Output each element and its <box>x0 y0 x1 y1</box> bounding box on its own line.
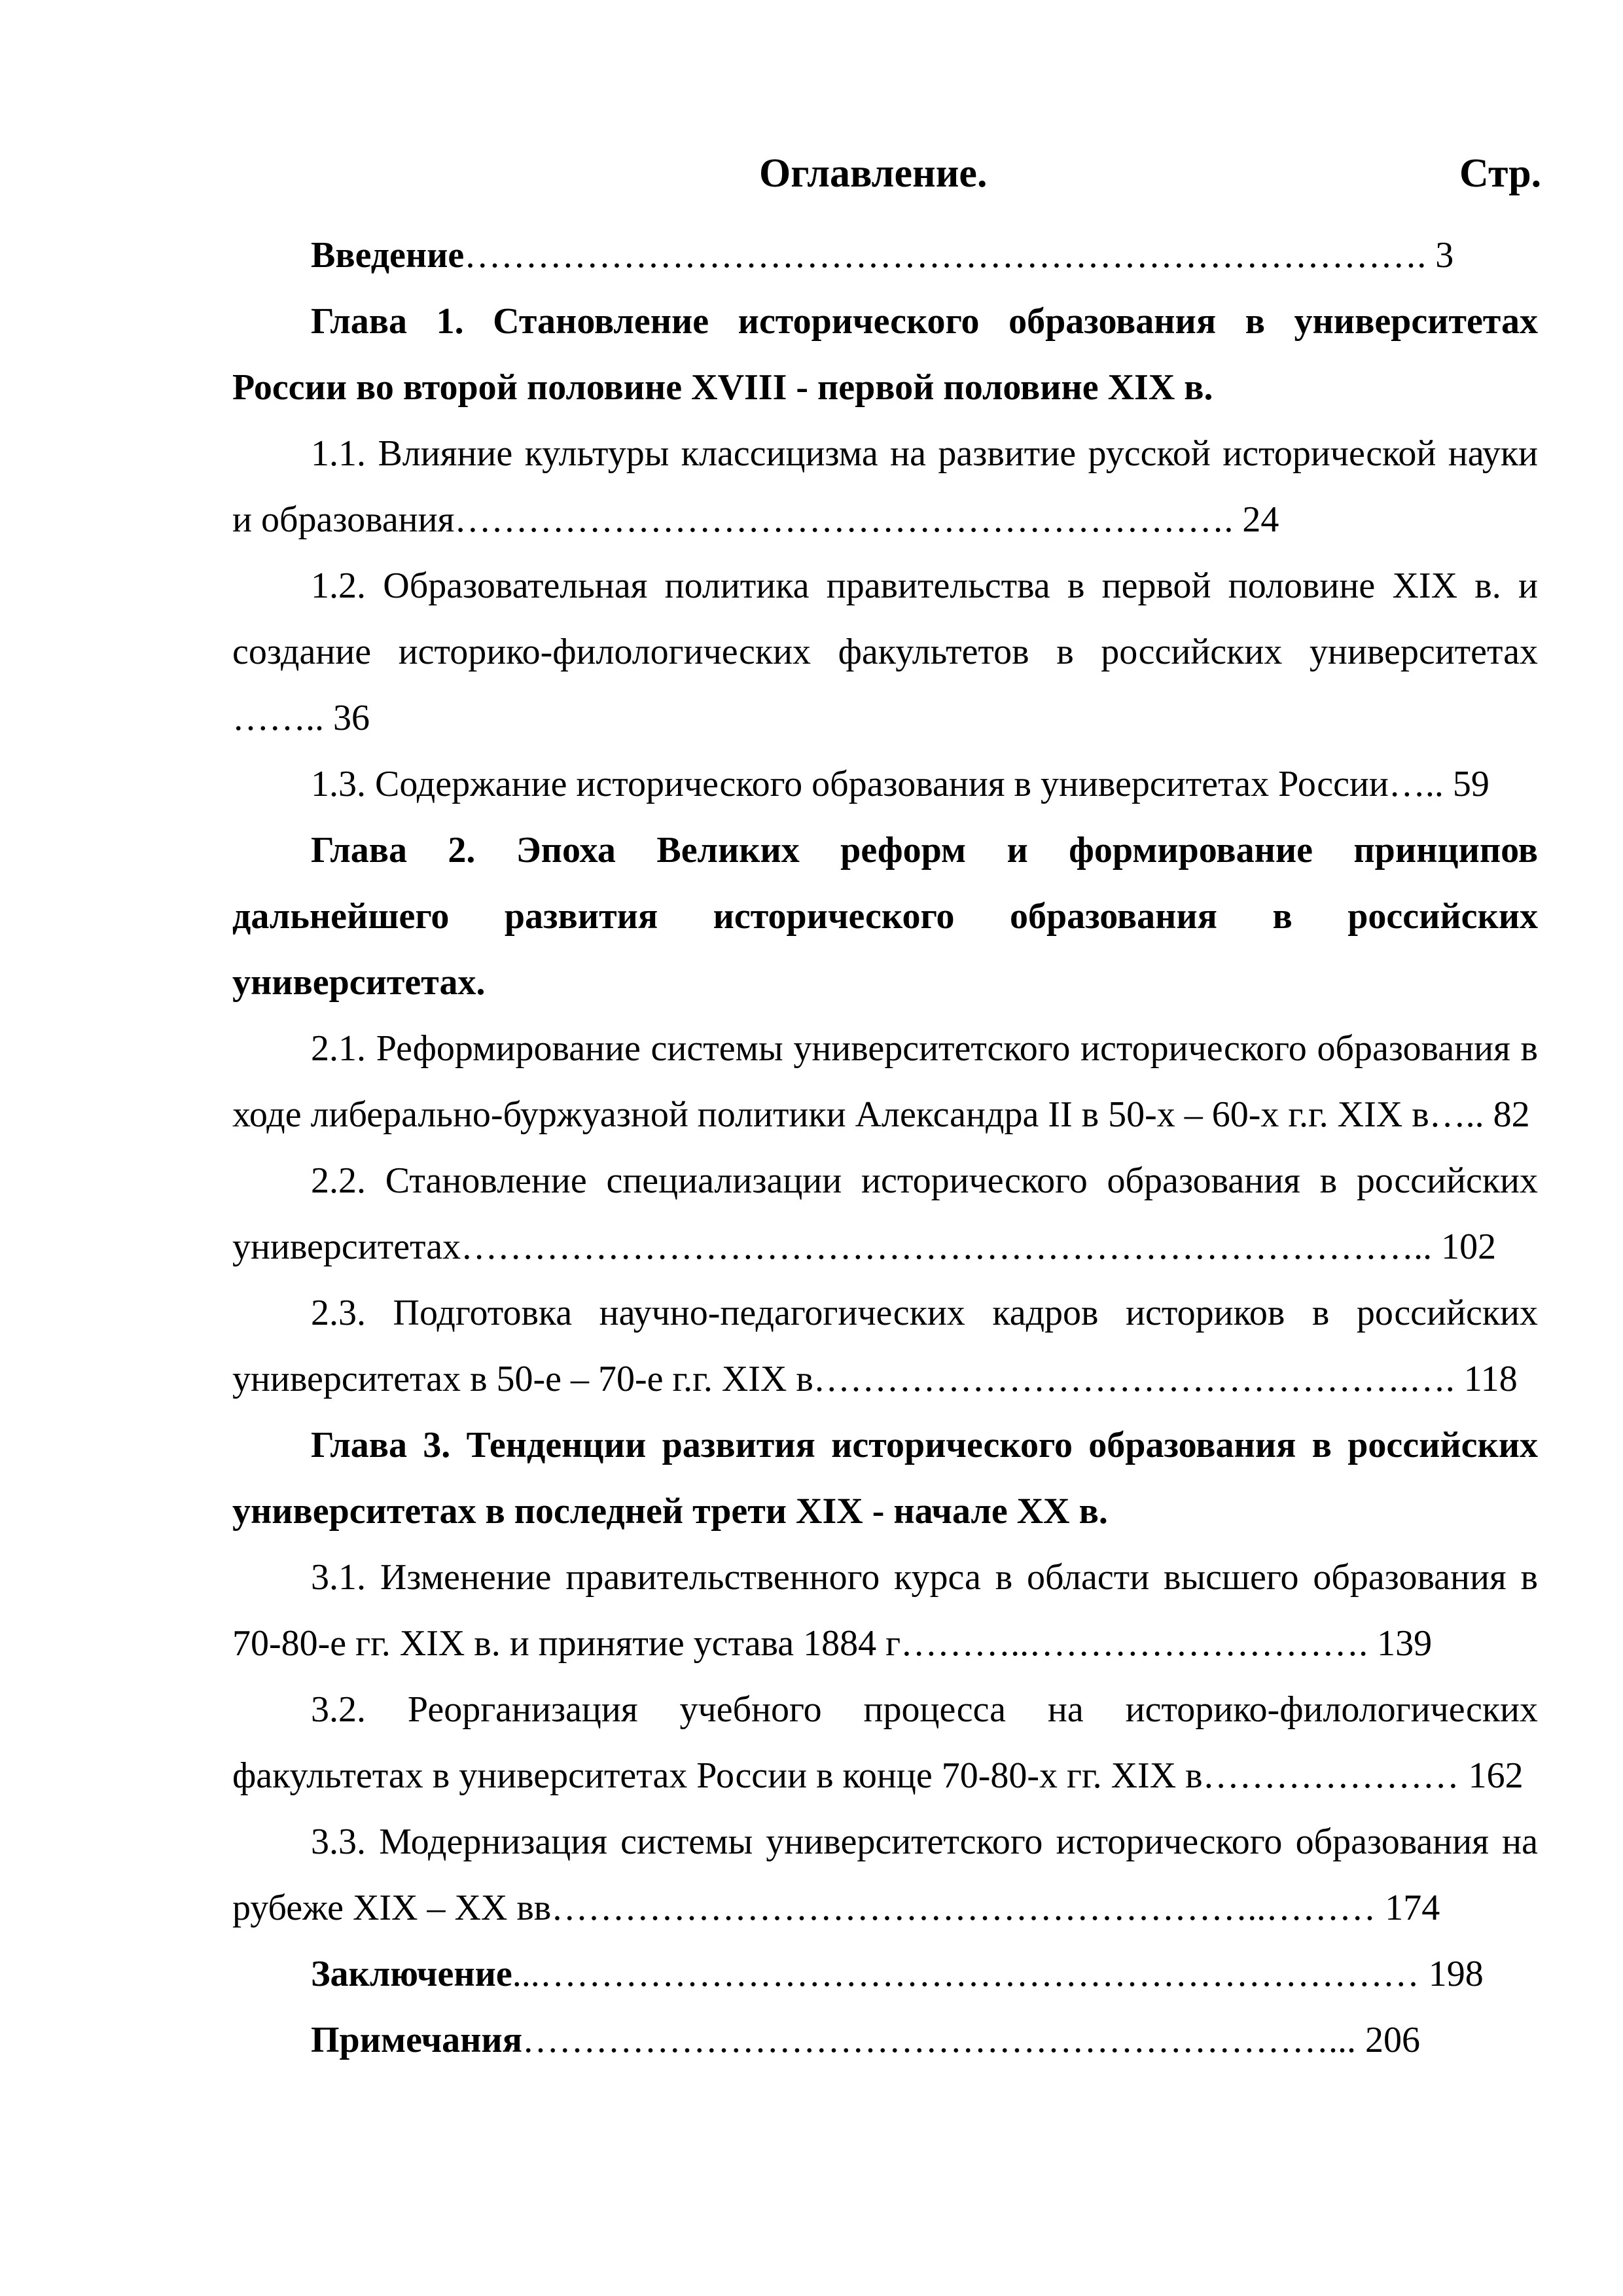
toc-leader-dots: …….. <box>232 698 324 738</box>
page-title: Оглавление. <box>759 151 988 196</box>
toc-page-number: 162 <box>1468 1755 1524 1796</box>
toc-entry-label: Заключение <box>311 1954 512 1994</box>
toc-page-number: 3 <box>1435 235 1454 276</box>
toc-section-2-1[interactable] <box>232 1016 1538 1148</box>
toc-chapter-3[interactable] <box>232 1412 1538 1545</box>
toc-leader-dots: ….. <box>1429 1094 1484 1135</box>
toc-leader-dots: ……………………………………………………………………. <box>464 235 1427 276</box>
toc-page-number: 139 <box>1377 1623 1433 1664</box>
toc-entry-notes[interactable] <box>232 2007 1538 2073</box>
toc-page-number: 102 <box>1441 1227 1497 1267</box>
toc-chapter-title: Глава 2. Эпоха Великих реформ и формирование принципов дальнейшего развития исторического образования в российских университетах. <box>232 830 1538 1003</box>
toc-page-number: 198 <box>1428 1954 1484 1994</box>
toc-chapter-2[interactable] <box>232 817 1538 1016</box>
table-of-contents <box>232 223 1538 2073</box>
toc-page-number: 59 <box>1452 764 1489 804</box>
toc-section-3-3[interactable] <box>232 1809 1538 1941</box>
toc-entry-label: 3.1. Изменение правительственного курса в области высшего образования в 70-80-е гг. XIX в. и принятие устава 1884 г <box>232 1557 1538 1664</box>
toc-leader-dots: ...……………………………………………………………… <box>512 1954 1419 1994</box>
toc-leader-dots: …………………………………………………………... <box>522 2020 1356 2060</box>
toc-entry-label: 2.1. Реформирование системы университетского исторического образования в ходе либерально-буржуазной политики Александра II в 50-х – 60-х г.г. XIX в <box>232 1028 1538 1135</box>
toc-section-1-3[interactable] <box>232 751 1538 817</box>
toc-page-number: 82 <box>1493 1094 1530 1135</box>
page-column-label: Стр. <box>1459 151 1542 196</box>
toc-page-number: 36 <box>333 698 370 738</box>
toc-leader-dots: …………………………………………………..……… <box>551 1888 1376 1928</box>
toc-leader-dots: …………………………………………………………………….. <box>461 1227 1433 1267</box>
toc-section-3-1[interactable] <box>232 1545 1538 1677</box>
toc-entry-label: 1.1. Влияние культуры классицизма на развитие русской исторической науки и образования <box>232 433 1538 540</box>
toc-section-3-2[interactable] <box>232 1677 1538 1809</box>
toc-chapter-title: Глава 3. Тенденции развития исторического образования в российских университетах в последней трети XIX - начале XX в. <box>232 1425 1538 1532</box>
toc-page-number: 118 <box>1463 1359 1518 1399</box>
toc-leader-dots: ………………… <box>1202 1755 1459 1796</box>
toc-entry-label: 3.3. Модернизация системы университетского исторического образования на рубеже XIX – XX вв <box>232 1821 1538 1928</box>
toc-page-number: 174 <box>1385 1888 1440 1928</box>
toc-entry-label: 1.2. Образовательная политика правительства в первой половине XIX в. и создание историко-филологических факультетов в российских университетах <box>232 565 1538 672</box>
toc-entry-conclusion[interactable] <box>232 1941 1538 2007</box>
toc-section-2-2[interactable] <box>232 1148 1538 1280</box>
toc-leader-dots: ………………………………………….…. <box>813 1359 1455 1399</box>
toc-header <box>0 151 1623 216</box>
toc-leader-dots: ………..………………………. <box>901 1623 1368 1664</box>
toc-entry-label: 3.2. Реорганизация учебного процесса на историко-филологических факультетах в университетах России в конце 70-80-х гг. XIX в <box>232 1689 1538 1796</box>
toc-section-1-1[interactable] <box>232 421 1538 553</box>
toc-chapter-1[interactable] <box>232 289 1538 421</box>
toc-page-number: 24 <box>1242 499 1279 540</box>
toc-leader-dots: ….. <box>1388 764 1444 804</box>
toc-entry-introduction[interactable] <box>232 223 1538 289</box>
toc-entry-label: Примечания <box>311 2020 522 2060</box>
toc-leader-dots: ………………………………………………………. <box>454 499 1234 540</box>
toc-entry-label: 2.3. Подготовка научно-педагогических кадров историков в российских университетах в 50-е – 70-е г.г. XIX в <box>232 1293 1538 1399</box>
toc-entry-label: Введение <box>311 235 465 276</box>
toc-section-1-2[interactable] <box>232 553 1538 751</box>
toc-section-2-3[interactable] <box>232 1280 1538 1412</box>
toc-chapter-title: Глава 1. Становление исторического образования в университетах России во второй половине XVIII - первой половине XIX в. <box>232 301 1538 408</box>
toc-entry-label: 2.2. Становление специализации исторического образования в российских университетах <box>232 1160 1538 1267</box>
toc-entry-label: 1.3. Содержание исторического образования в университетах России <box>311 764 1389 804</box>
toc-page-number: 206 <box>1364 2020 1420 2060</box>
